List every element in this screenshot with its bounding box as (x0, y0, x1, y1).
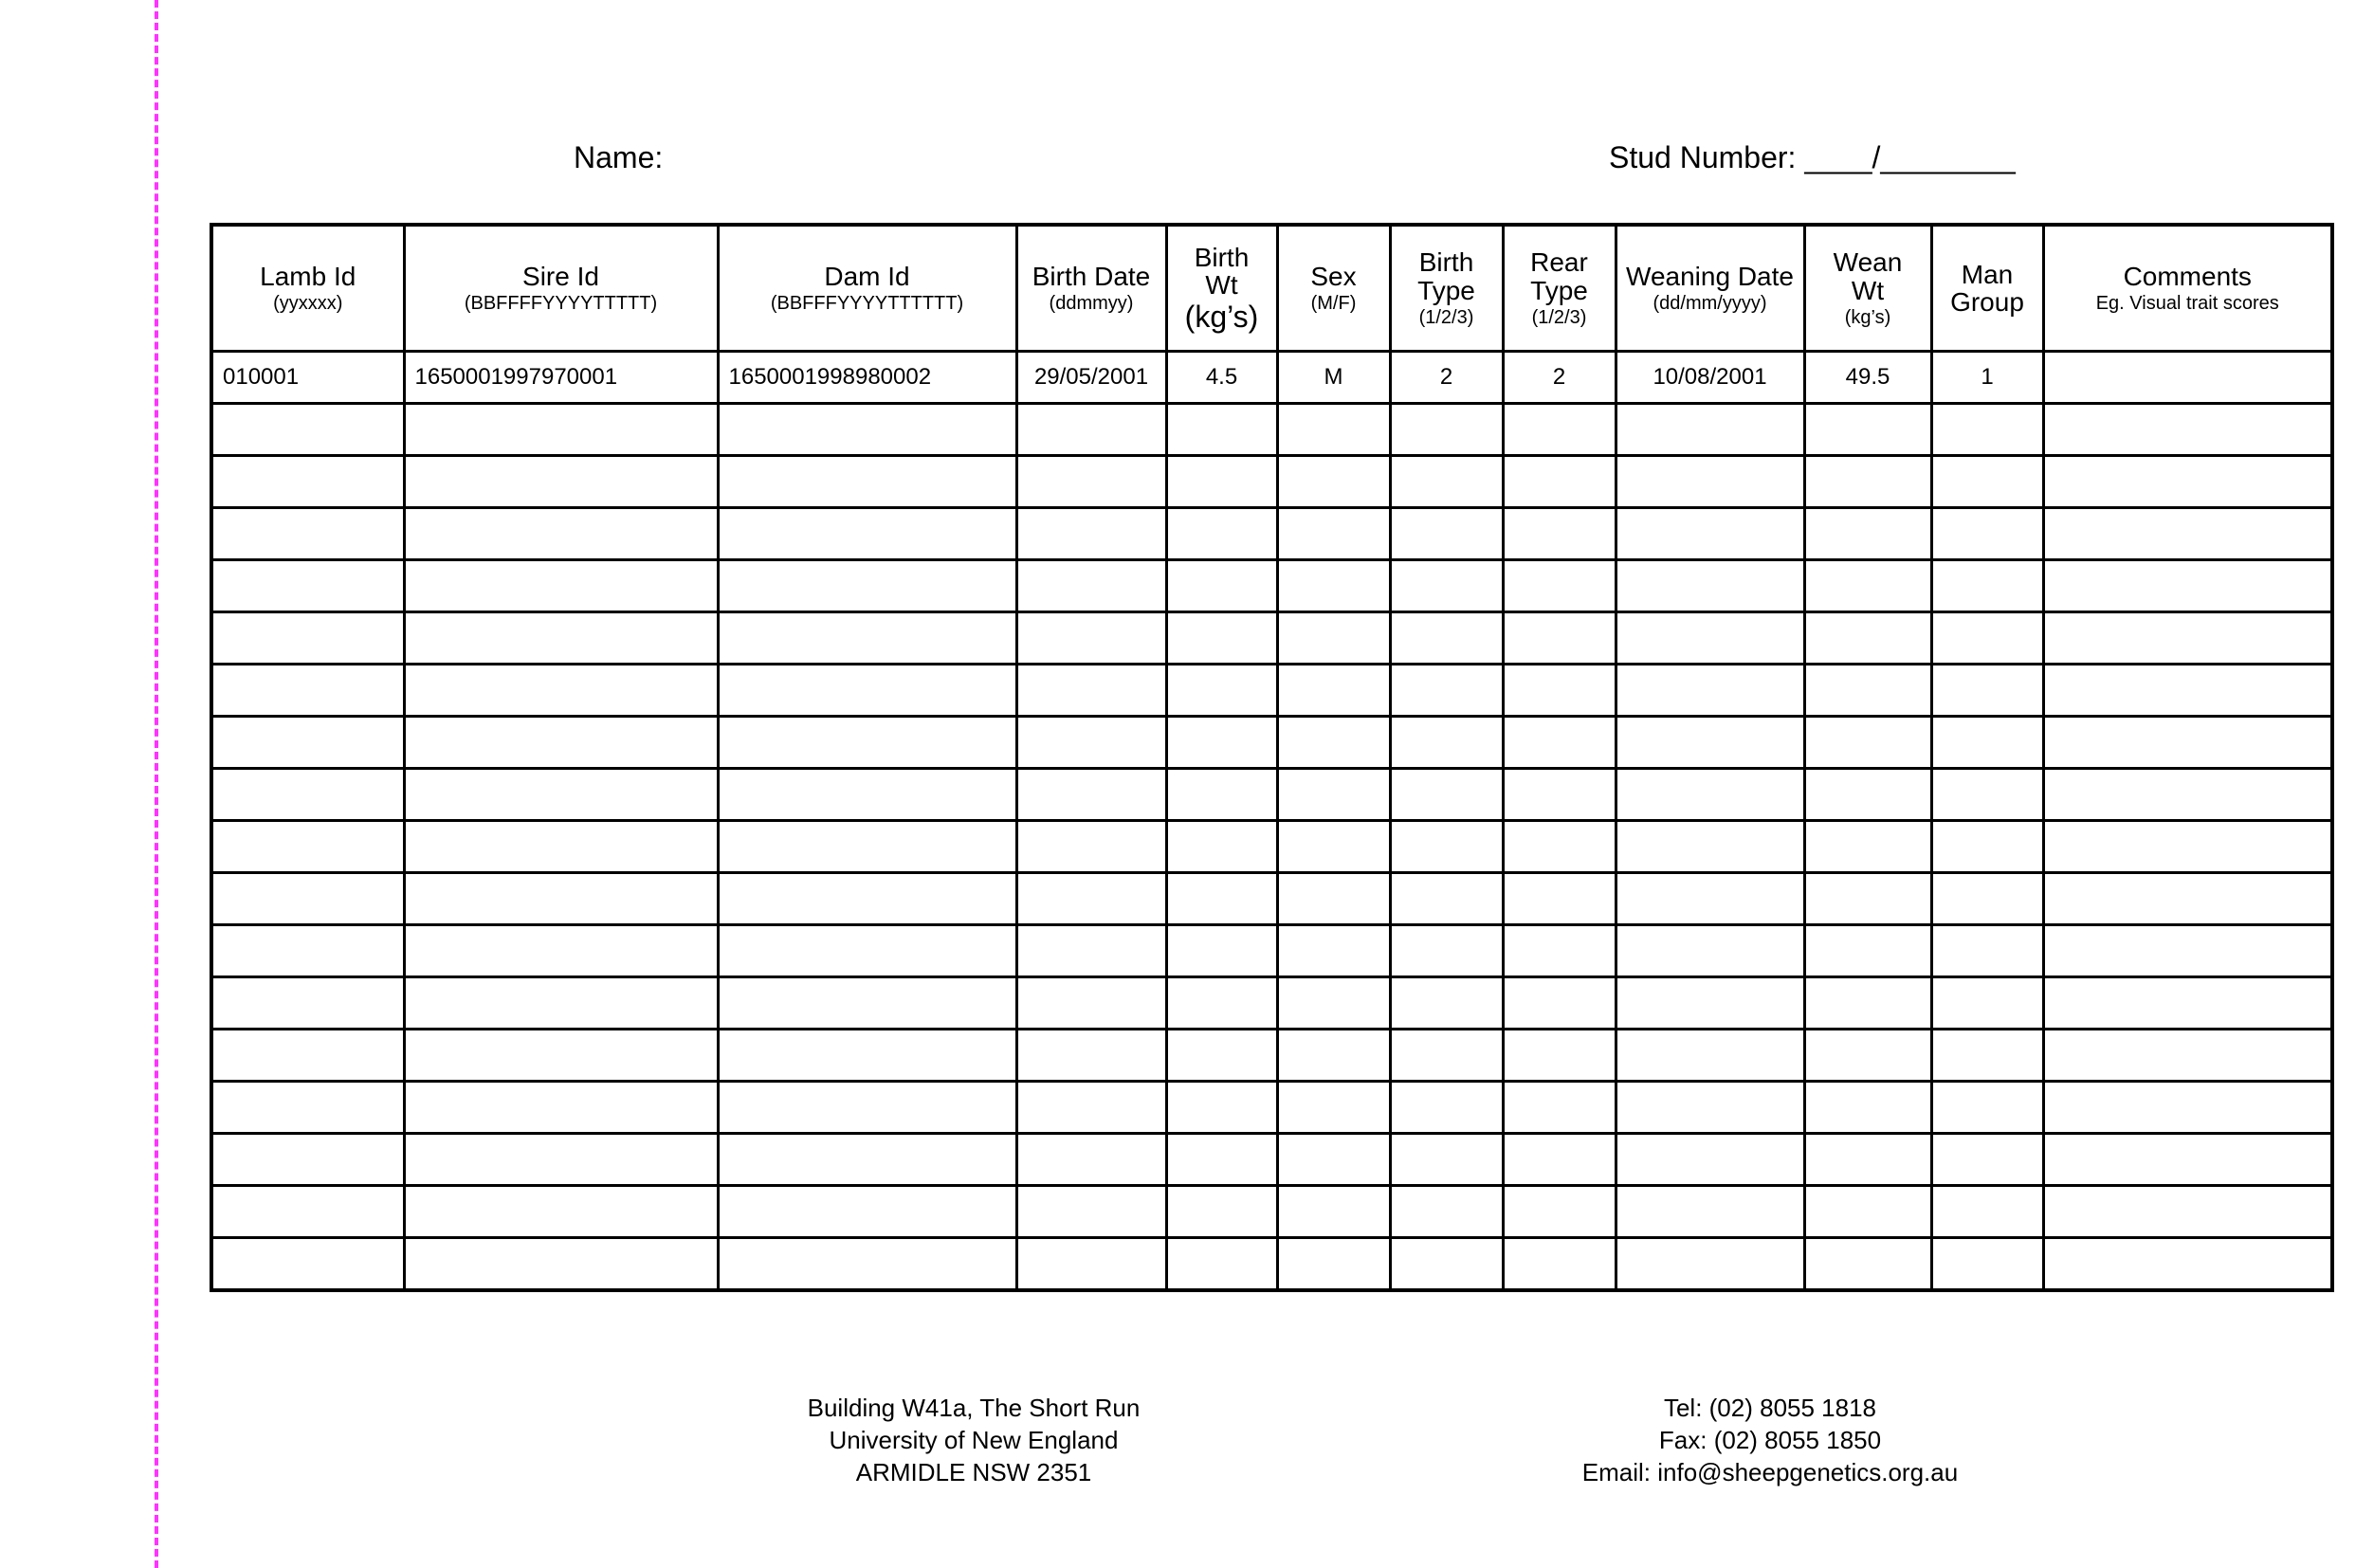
empty-table-cell[interactable] (1166, 1238, 1277, 1291)
empty-table-cell[interactable] (1390, 717, 1503, 769)
empty-table-cell[interactable] (1166, 1186, 1277, 1238)
empty-table-cell[interactable] (2043, 925, 2332, 977)
empty-table-cell[interactable] (1016, 1030, 1166, 1082)
column-header-format: (kg’s) (1844, 306, 1891, 328)
table-cell[interactable]: 1650001998980002 (718, 352, 1016, 404)
empty-table-cell[interactable] (1166, 769, 1277, 821)
empty-table-cell[interactable] (1277, 612, 1390, 665)
column-header-unit: (kg’s) (1184, 299, 1259, 334)
column-header-title: Lamb Id (260, 261, 356, 291)
column-header-format: (M/F) (1310, 293, 1357, 315)
empty-table-cell[interactable] (2043, 456, 2332, 508)
empty-table-cell[interactable] (1166, 456, 1277, 508)
empty-table-cell[interactable] (211, 717, 404, 769)
empty-table-cell[interactable] (1503, 404, 1616, 456)
empty-table-cell[interactable] (1390, 665, 1503, 717)
column-header-title: Dam Id (824, 261, 910, 291)
column-header-title: Wean (1833, 247, 1903, 278)
empty-table-cell[interactable] (1016, 1186, 1166, 1238)
empty-table-cell[interactable] (1166, 873, 1277, 925)
empty-table-cell[interactable] (1804, 1186, 1931, 1238)
empty-table-row (211, 665, 2332, 717)
table-cell[interactable]: 1 (1931, 352, 2043, 404)
column-header-title: Group (1950, 287, 2024, 317)
empty-table-cell[interactable] (404, 717, 718, 769)
empty-table-cell[interactable] (1390, 1134, 1503, 1186)
stud-number-label: Stud Number: ____/________ (1609, 140, 2016, 174)
empty-table-cell[interactable] (1804, 717, 1931, 769)
empty-table-cell[interactable] (1390, 1030, 1503, 1082)
column-header-format: (ddmmyy) (1049, 293, 1134, 315)
empty-table-cell[interactable] (1616, 977, 1804, 1030)
empty-table-cell[interactable] (1390, 1186, 1503, 1238)
empty-table-cell[interactable] (1616, 404, 1804, 456)
empty-table-cell[interactable] (211, 1030, 404, 1082)
empty-table-cell[interactable] (404, 873, 718, 925)
empty-table-cell[interactable] (1503, 873, 1616, 925)
column-header (1616, 225, 1804, 352)
empty-table-cell[interactable] (1166, 404, 1277, 456)
empty-table-cell[interactable] (718, 873, 1016, 925)
empty-table-cell[interactable] (1931, 977, 2043, 1030)
column-header-format: Eg. Visual trait scores (2095, 293, 2279, 315)
empty-table-cell[interactable] (1503, 665, 1616, 717)
empty-table-row (211, 873, 2332, 925)
empty-table-cell[interactable] (1616, 1134, 1804, 1186)
empty-table-cell[interactable] (1166, 1134, 1277, 1186)
address-line: University of New England (829, 1426, 1119, 1454)
empty-table-cell[interactable] (2043, 1186, 2332, 1238)
address-line: ARMIDLE NSW 2351 (855, 1458, 1092, 1486)
empty-table-row (211, 1134, 2332, 1186)
empty-table-cell[interactable] (1931, 1238, 2043, 1291)
empty-table-cell[interactable] (1931, 873, 2043, 925)
empty-table-cell[interactable] (2043, 1082, 2332, 1134)
empty-table-cell[interactable] (1804, 1030, 1931, 1082)
empty-table-cell[interactable] (1390, 821, 1503, 873)
empty-table-cell[interactable] (718, 925, 1016, 977)
empty-table-cell[interactable] (1616, 1186, 1804, 1238)
empty-table-cell[interactable] (404, 456, 718, 508)
empty-table-cell[interactable] (1931, 560, 2043, 612)
empty-table-cell[interactable] (1804, 508, 1931, 560)
empty-table-cell[interactable] (1503, 1030, 1616, 1082)
empty-table-cell[interactable] (1277, 977, 1390, 1030)
empty-table-cell[interactable] (1277, 769, 1390, 821)
empty-table-cell[interactable] (1277, 821, 1390, 873)
empty-table-cell[interactable] (404, 404, 718, 456)
column-header-title: Birth (1418, 247, 1474, 278)
empty-table-cell[interactable] (1016, 769, 1166, 821)
empty-table-cell[interactable] (1616, 665, 1804, 717)
column-header-title: Weaning Date (1626, 261, 1794, 291)
table-cell[interactable]: 29/05/2001 (1016, 352, 1166, 404)
empty-table-cell[interactable] (1390, 404, 1503, 456)
lamb-record-table (210, 223, 2334, 1292)
table-row (211, 352, 2332, 404)
empty-table-cell[interactable] (404, 1030, 718, 1082)
empty-table-cell[interactable] (1277, 1134, 1390, 1186)
empty-table-cell[interactable] (1804, 1134, 1931, 1186)
empty-table-cell[interactable] (1616, 717, 1804, 769)
empty-table-row (211, 925, 2332, 977)
empty-table-cell[interactable] (211, 1082, 404, 1134)
contact-tel: Tel: (02) 8055 1818 (1663, 1394, 1877, 1422)
empty-table-cell[interactable] (1166, 717, 1277, 769)
column-header (1016, 225, 1166, 352)
empty-table-cell[interactable] (1390, 1082, 1503, 1134)
column-header-title: Sex (1310, 261, 1357, 291)
column-header-title: Wt (1851, 275, 1885, 305)
empty-table-row (211, 456, 2332, 508)
empty-table-cell[interactable] (1804, 925, 1931, 977)
column-header-format: (1/2/3) (1418, 306, 1474, 328)
empty-table-cell[interactable] (1166, 925, 1277, 977)
empty-table-cell[interactable] (1016, 560, 1166, 612)
empty-table-cell[interactable] (1016, 925, 1166, 977)
empty-table-cell[interactable] (1804, 1238, 1931, 1291)
empty-table-cell[interactable] (1166, 977, 1277, 1030)
empty-table-cell[interactable] (404, 1238, 718, 1291)
empty-table-row (211, 508, 2332, 560)
column-header (1277, 225, 1390, 352)
empty-table-cell[interactable] (2043, 404, 2332, 456)
empty-table-cell[interactable] (1931, 508, 2043, 560)
empty-table-cell[interactable] (1804, 1082, 1931, 1134)
empty-table-cell[interactable] (211, 1134, 404, 1186)
empty-table-cell[interactable] (718, 977, 1016, 1030)
empty-table-cell[interactable] (404, 769, 718, 821)
column-header-title: Rear (1530, 247, 1588, 278)
empty-table-cell[interactable] (1931, 717, 2043, 769)
empty-table-cell[interactable] (211, 821, 404, 873)
table-cell[interactable]: 49.5 (1804, 352, 1931, 404)
empty-table-cell[interactable] (404, 665, 718, 717)
empty-table-cell[interactable] (1804, 560, 1931, 612)
empty-table-cell[interactable] (1503, 508, 1616, 560)
empty-table-cell[interactable] (2043, 769, 2332, 821)
empty-table-row (211, 1030, 2332, 1082)
empty-table-cell[interactable] (718, 1186, 1016, 1238)
empty-table-row (211, 717, 2332, 769)
empty-table-cell[interactable] (2043, 612, 2332, 665)
empty-table-cell[interactable] (1277, 1186, 1390, 1238)
empty-table-cell[interactable] (1277, 404, 1390, 456)
empty-table-cell[interactable] (718, 456, 1016, 508)
empty-table-cell[interactable] (1016, 612, 1166, 665)
column-header-title: Birth (1194, 242, 1250, 272)
empty-table-cell[interactable] (1277, 1238, 1390, 1291)
empty-table-cell[interactable] (2043, 560, 2332, 612)
column-header (2043, 225, 2332, 352)
empty-table-cell[interactable] (211, 665, 404, 717)
empty-table-cell[interactable] (1166, 508, 1277, 560)
contact-fax: Fax: (02) 8055 1850 (1658, 1426, 1882, 1454)
column-header-format: (BBFFFFYYYYTTTTT) (464, 293, 658, 315)
empty-table-cell[interactable] (1503, 1134, 1616, 1186)
empty-table-cell[interactable] (2043, 1134, 2332, 1186)
empty-table-cell[interactable] (1277, 456, 1390, 508)
empty-table-cell[interactable] (1277, 717, 1390, 769)
empty-table-cell[interactable] (211, 1238, 404, 1291)
empty-table-row (211, 404, 2332, 456)
empty-table-cell[interactable] (1931, 925, 2043, 977)
empty-table-cell[interactable] (1166, 612, 1277, 665)
column-header-format: (1/2/3) (1531, 306, 1587, 328)
column-header-title: Man (1961, 259, 2014, 289)
empty-table-cell[interactable] (1277, 508, 1390, 560)
empty-table-cell[interactable] (1503, 612, 1616, 665)
column-header-format: (yyxxxx) (273, 293, 343, 315)
empty-table-cell[interactable] (1277, 1082, 1390, 1134)
empty-table-cell[interactable] (404, 560, 718, 612)
empty-table-cell[interactable] (718, 1030, 1016, 1082)
empty-table-row (211, 1082, 2332, 1134)
empty-table-cell[interactable] (211, 769, 404, 821)
empty-table-cell[interactable] (1931, 612, 2043, 665)
empty-table-cell[interactable] (1390, 977, 1503, 1030)
empty-table-cell[interactable] (1390, 1238, 1503, 1291)
empty-table-cell[interactable] (1931, 404, 2043, 456)
table-cell[interactable]: 4.5 (1166, 352, 1277, 404)
empty-table-cell[interactable] (1616, 456, 1804, 508)
empty-table-cell[interactable] (1804, 821, 1931, 873)
column-header (211, 225, 404, 352)
empty-table-cell[interactable] (2043, 1030, 2332, 1082)
empty-table-cell[interactable] (1166, 821, 1277, 873)
empty-table-cell[interactable] (404, 612, 718, 665)
table-cell[interactable]: 2 (1390, 352, 1503, 404)
empty-table-cell[interactable] (1503, 1082, 1616, 1134)
empty-table-cell[interactable] (1931, 665, 2043, 717)
empty-table-cell[interactable] (1503, 1238, 1616, 1291)
column-header (1503, 225, 1616, 352)
empty-table-cell[interactable] (718, 1238, 1016, 1291)
empty-table-cell[interactable] (1931, 821, 2043, 873)
empty-table-cell[interactable] (1016, 665, 1166, 717)
empty-table-cell[interactable] (1016, 1082, 1166, 1134)
empty-table-cell[interactable] (1016, 456, 1166, 508)
column-header-title: Type (1530, 275, 1588, 305)
empty-table-cell[interactable] (1616, 821, 1804, 873)
empty-table-cell[interactable] (1503, 1186, 1616, 1238)
empty-table-cell[interactable] (404, 508, 718, 560)
empty-table-cell[interactable] (1616, 1030, 1804, 1082)
empty-table-cell[interactable] (1616, 1238, 1804, 1291)
page-margin-line (155, 0, 158, 1568)
empty-table-cell[interactable] (1016, 1238, 1166, 1291)
empty-table-cell[interactable] (404, 977, 718, 1030)
column-header (1804, 225, 1931, 352)
empty-table-cell[interactable] (1390, 873, 1503, 925)
empty-table-cell[interactable] (1931, 769, 2043, 821)
column-header-title: Comments (2123, 261, 2252, 291)
empty-table-cell[interactable] (2043, 977, 2332, 1030)
empty-table-cell[interactable] (1016, 873, 1166, 925)
empty-table-cell[interactable] (1503, 560, 1616, 612)
empty-table-cell[interactable] (1277, 873, 1390, 925)
empty-table-cell[interactable] (1016, 821, 1166, 873)
empty-table-cell[interactable] (211, 508, 404, 560)
empty-table-cell[interactable] (1016, 717, 1166, 769)
empty-table-cell[interactable] (1390, 925, 1503, 977)
empty-table-cell[interactable] (2043, 665, 2332, 717)
empty-table-cell[interactable] (1390, 456, 1503, 508)
empty-table-cell[interactable] (1016, 977, 1166, 1030)
empty-table-cell[interactable] (404, 1134, 718, 1186)
empty-table-cell[interactable] (1616, 560, 1804, 612)
empty-table-cell[interactable] (1166, 560, 1277, 612)
empty-table-cell[interactable] (1016, 1134, 1166, 1186)
empty-table-cell[interactable] (1616, 508, 1804, 560)
empty-table-cell[interactable] (718, 1134, 1016, 1186)
empty-table-cell[interactable] (1277, 1030, 1390, 1082)
column-header (404, 225, 718, 352)
column-header-title: Type (1417, 275, 1475, 305)
empty-table-cell[interactable] (1804, 873, 1931, 925)
contact-email: Email: info@sheepgenetics.org.au (1581, 1458, 1959, 1486)
empty-table-cell[interactable] (1804, 404, 1931, 456)
empty-table-cell[interactable] (1616, 612, 1804, 665)
empty-table-cell[interactable] (1804, 665, 1931, 717)
empty-table-cell[interactable] (718, 612, 1016, 665)
empty-table-cell[interactable] (2043, 1238, 2332, 1291)
address-line: Building W41a, The Short Run (807, 1394, 1141, 1422)
empty-table-cell[interactable] (718, 1082, 1016, 1134)
empty-table-cell[interactable] (1503, 925, 1616, 977)
empty-table-cell[interactable] (1503, 821, 1616, 873)
empty-table-cell[interactable] (718, 665, 1016, 717)
footer-address (784, 1392, 1163, 1488)
empty-table-cell[interactable] (1016, 404, 1166, 456)
table-cell[interactable]: 1650001997970001 (404, 352, 718, 404)
empty-table-cell[interactable] (1616, 1082, 1804, 1134)
column-header-title: Birth Date (1032, 261, 1151, 291)
empty-table-cell[interactable] (1616, 769, 1804, 821)
column-header (1931, 225, 2043, 352)
footer-contact (1524, 1392, 2017, 1488)
empty-table-cell[interactable] (2043, 717, 2332, 769)
empty-table-cell[interactable] (1277, 665, 1390, 717)
empty-table-cell[interactable] (718, 404, 1016, 456)
empty-table-cell[interactable] (1503, 456, 1616, 508)
empty-table-cell[interactable] (1503, 977, 1616, 1030)
empty-table-row (211, 821, 2332, 873)
empty-table-cell[interactable] (718, 508, 1016, 560)
empty-table-cell[interactable] (1931, 1082, 2043, 1134)
empty-table-cell[interactable] (1390, 560, 1503, 612)
empty-table-cell[interactable] (1503, 769, 1616, 821)
column-header-format: (dd/mm/yyyy) (1653, 293, 1767, 315)
table-cell[interactable]: 010001 (211, 352, 404, 404)
empty-table-cell[interactable] (404, 925, 718, 977)
empty-table-cell[interactable] (404, 821, 718, 873)
column-header (1390, 225, 1503, 352)
empty-table-cell[interactable] (1390, 612, 1503, 665)
empty-table-cell[interactable] (1616, 873, 1804, 925)
empty-table-cell[interactable] (1804, 456, 1931, 508)
empty-table-cell[interactable] (1804, 977, 1931, 1030)
empty-table-cell[interactable] (1931, 456, 2043, 508)
empty-table-cell[interactable] (1166, 1082, 1277, 1134)
column-header-format: (BBFFFYYYYTTTTTT) (770, 293, 964, 315)
column-header-title: Sire Id (522, 261, 599, 291)
empty-table-cell[interactable] (2043, 821, 2332, 873)
empty-table-cell[interactable] (211, 977, 404, 1030)
column-header (1166, 225, 1277, 352)
empty-table-cell[interactable] (211, 873, 404, 925)
table-cell[interactable]: 10/08/2001 (1616, 352, 1804, 404)
column-header (718, 225, 1016, 352)
empty-table-cell[interactable] (718, 769, 1016, 821)
empty-table-cell[interactable] (211, 1186, 404, 1238)
empty-table-cell[interactable] (211, 612, 404, 665)
table-cell[interactable] (2043, 352, 2332, 404)
empty-table-cell[interactable] (1277, 560, 1390, 612)
table-cell[interactable]: M (1277, 352, 1390, 404)
empty-table-cell[interactable] (211, 456, 404, 508)
empty-table-cell[interactable] (1931, 1134, 2043, 1186)
empty-table-row (211, 977, 2332, 1030)
empty-table-cell[interactable] (1804, 769, 1931, 821)
empty-table-cell[interactable] (1931, 1030, 2043, 1082)
empty-table-cell[interactable] (404, 1082, 718, 1134)
empty-table-cell[interactable] (718, 560, 1016, 612)
column-header-title: Wt (1205, 270, 1238, 301)
empty-table-cell[interactable] (1616, 925, 1804, 977)
empty-table-cell[interactable] (1390, 769, 1503, 821)
empty-table-row (211, 1186, 2332, 1238)
empty-table-cell[interactable] (718, 821, 1016, 873)
empty-table-cell[interactable] (1166, 1030, 1277, 1082)
empty-table-cell[interactable] (2043, 508, 2332, 560)
name-label: Name: (574, 140, 664, 174)
empty-table-cell[interactable] (211, 925, 404, 977)
empty-table-cell[interactable] (1277, 925, 1390, 977)
empty-table-cell[interactable] (2043, 873, 2332, 925)
empty-table-row (211, 560, 2332, 612)
empty-table-cell[interactable] (1016, 508, 1166, 560)
table-cell[interactable]: 2 (1503, 352, 1616, 404)
table-header-row (211, 225, 2332, 352)
empty-table-cell[interactable] (1931, 1186, 2043, 1238)
empty-table-row (211, 612, 2332, 665)
empty-table-cell[interactable] (211, 560, 404, 612)
empty-table-cell[interactable] (718, 717, 1016, 769)
empty-table-cell[interactable] (1390, 508, 1503, 560)
empty-table-row (211, 1238, 2332, 1291)
empty-table-cell[interactable] (1804, 612, 1931, 665)
empty-table-cell[interactable] (1503, 717, 1616, 769)
empty-table-cell[interactable] (404, 1186, 718, 1238)
empty-table-row (211, 769, 2332, 821)
empty-table-cell[interactable] (1166, 665, 1277, 717)
empty-table-cell[interactable] (211, 404, 404, 456)
